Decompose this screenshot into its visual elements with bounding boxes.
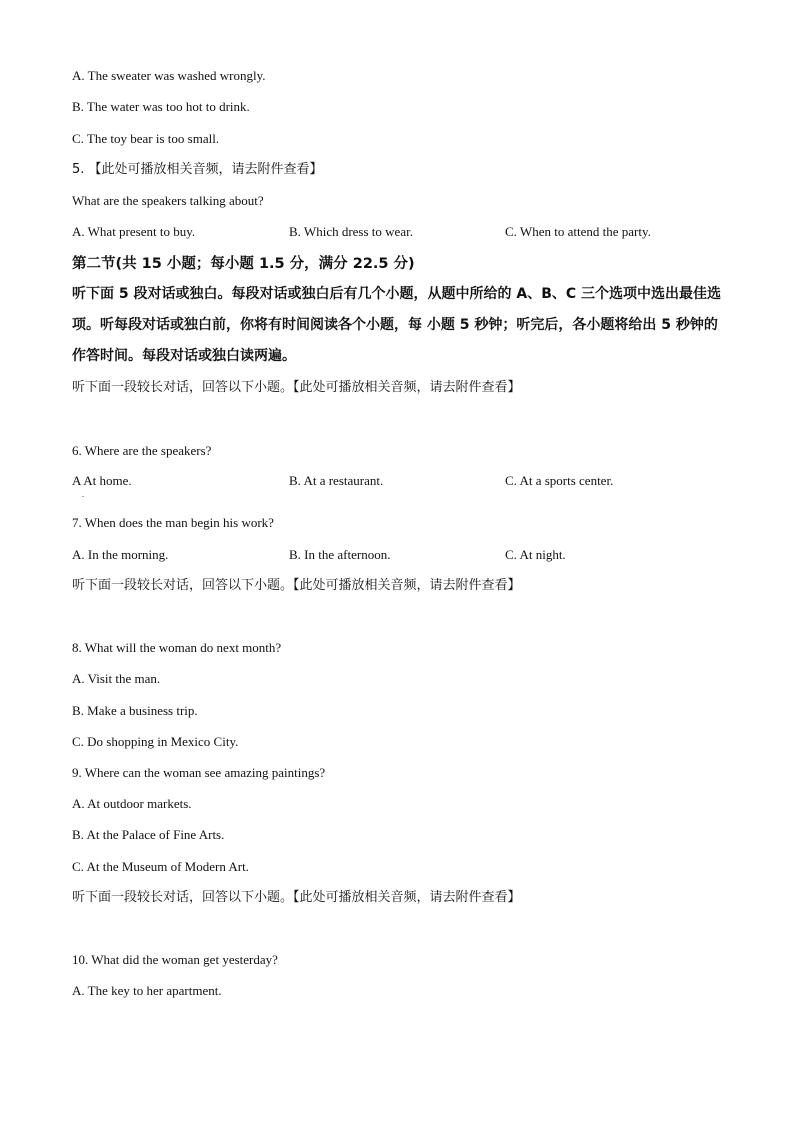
question-5-option-a: A. What present to buy. [72,224,196,239]
question-8-option-a: A. Visit the man. [72,671,161,686]
question-5-option-c: C. When to attend the party. [505,224,651,239]
question-7-option-b: B. In the afternoon. [289,547,391,562]
question-9-option-c: C. At the Museum of Modern Art. [72,859,249,874]
dot-mark: . [82,490,84,499]
question-6-option-b: B. At a restaurant. [289,473,384,488]
listening-note-3: 听下面一段较长对话，回答以下小题。【此处可播放相关音频，请去附件查看】 [72,890,521,905]
option-c-toy-bear: C. The toy bear is too small. [72,131,220,146]
question-8-text: 8. What will the woman do next month? [72,640,282,655]
question-5-option-b: B. Which dress to wear. [289,224,413,239]
question-6-text: 6. Where are the speakers? [72,443,212,458]
question-5-audio-note: 5. 【此处可播放相关音频，请去附件查看】 [72,162,323,177]
question-8-option-c: C. Do shopping in Mexico City. [72,734,239,749]
question-7-option-c: C. At night. [505,547,566,562]
section-2-instructions: 听下面 5 段对话或独白。每段对话或独白后有几个小题，从题中所给的 A、B、C 三个选项中选出最佳选项。听每段对话或独白前，你将有时间阅读各个小题，每 小题 5 秒钟；听完后，各小题将给出 5 秒钟的作答时间。每段对话或独白读两遍。 [72,286,722,364]
section-2-title: 第二节(共 15 小题；每小题 1.5 分，满分 22.5 分) [72,256,415,272]
question-9-option-b: B. At the Palace of Fine Arts. [72,827,225,842]
question-6-option-c: C. At a sports center. [505,473,614,488]
listening-note-1: 听下面一段较长对话，回答以下小题。【此处可播放相关音频，请去附件查看】 [72,380,521,395]
option-b-water: B. The water was too hot to drink. [72,99,250,114]
question-10-text: 10. What did the woman get yesterday? [72,952,278,967]
question-6-option-a: A At home. [72,473,132,488]
question-9-option-a: A. At outdoor markets. [72,796,192,811]
question-5-text: What are the speakers talking about? [72,193,264,208]
listening-note-2: 听下面一段较长对话，回答以下小题。【此处可播放相关音频，请去附件查看】 [72,578,521,593]
option-a-sweater: A. The sweater was washed wrongly. [72,68,266,83]
question-7-option-a: A. In the morning. [72,547,169,562]
question-10-option-a: A. The key to her apartment. [72,983,222,998]
question-9-text: 9. Where can the woman see amazing paintings? [72,765,326,780]
question-8-option-b: B. Make a business trip. [72,703,198,718]
question-7-text: 7. When does the man begin his work? [72,515,274,530]
